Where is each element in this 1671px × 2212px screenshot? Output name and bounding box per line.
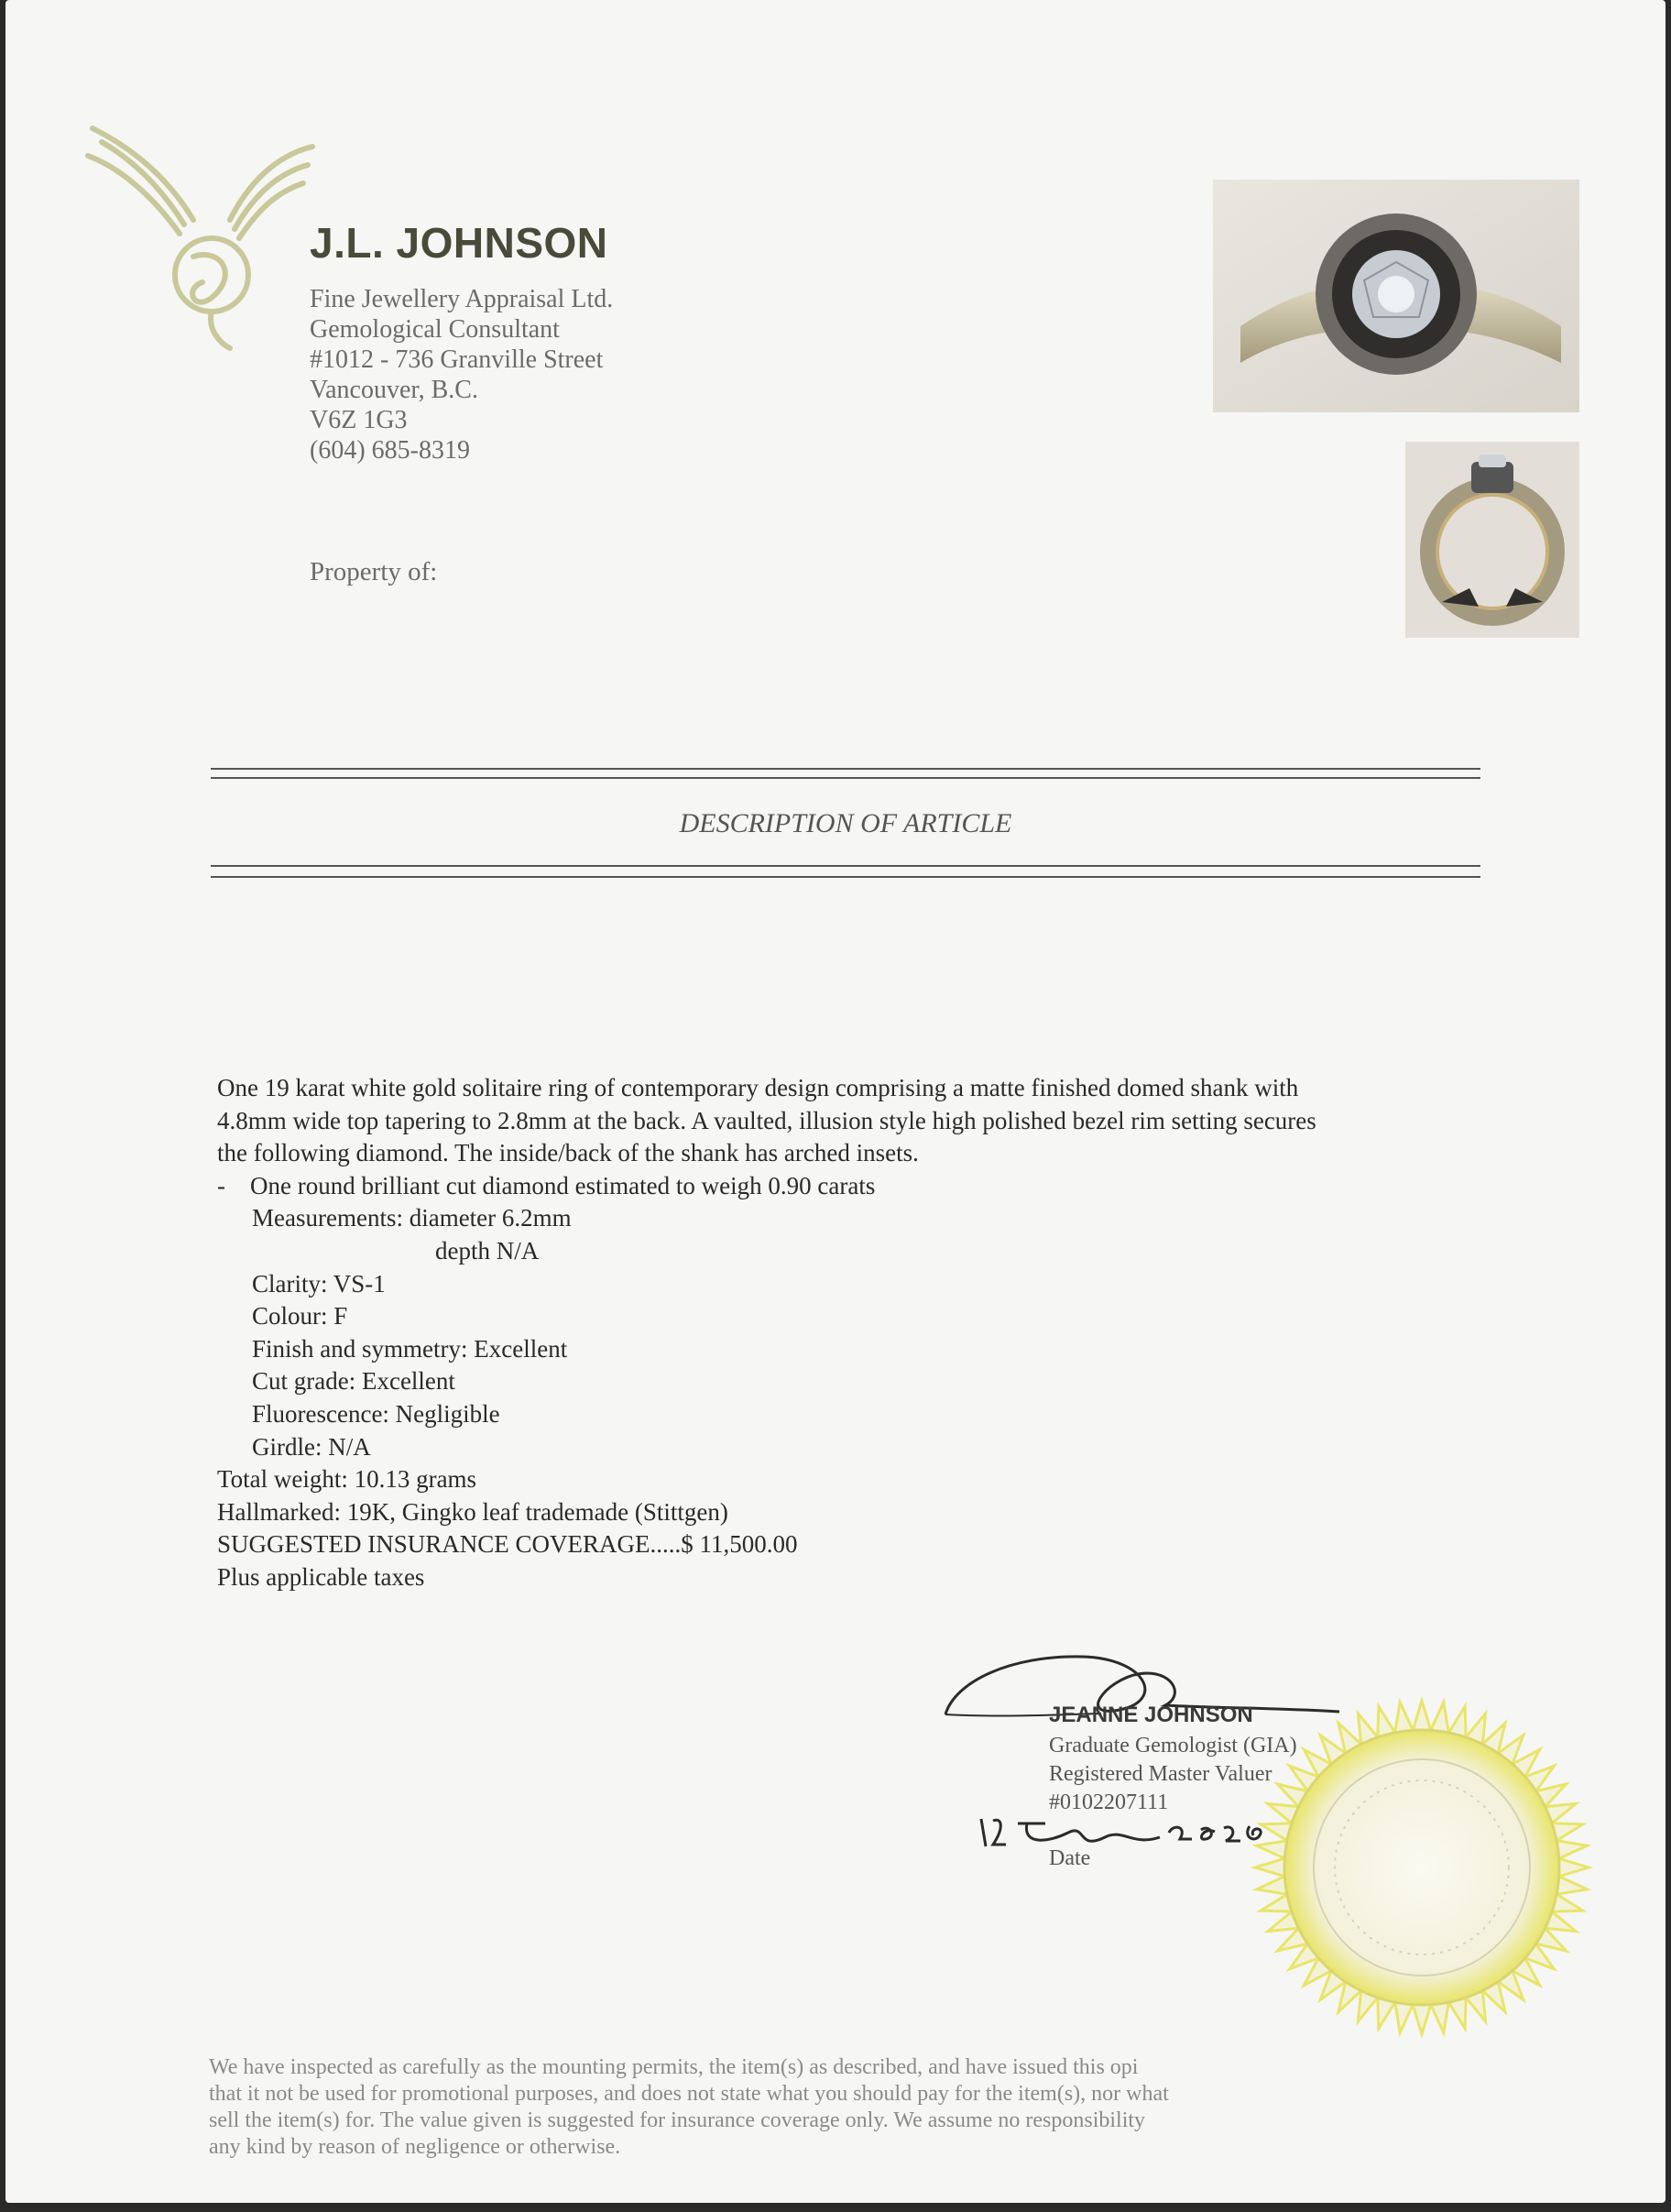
depth: depth N/A [435, 1236, 540, 1265]
address-line: (604) 685-8319 [310, 436, 470, 465]
clarity: Clarity: VS-1 [252, 1269, 386, 1298]
description-line: One 19 karat white gold solitaire ring of contemporary design comprising a matte finished domed shank with [217, 1074, 1299, 1101]
address-line: V6Z 1G3 [310, 406, 408, 434]
divider-rule [211, 876, 1480, 878]
ring-side-view-photo [1405, 442, 1579, 638]
colour: Colour: F [252, 1302, 348, 1330]
cut-grade: Cut grade: Excellent [252, 1367, 455, 1396]
divider-rule [211, 777, 1480, 779]
insurance-coverage: SUGGESTED INSURANCE COVERAGE.....$ 11,500.00 [217, 1530, 798, 1559]
description-line: 4.8mm wide top tapering to 2.8mm at the back. A vaulted, illusion style high polished bezel rim setting secures [217, 1106, 1316, 1134]
appraisal-document [5, 0, 1666, 2203]
credential-line: Registered Master Valuer [1049, 1762, 1272, 1786]
credential-line: Graduate Gemologist (GIA) [1049, 1734, 1297, 1758]
hallmarked: Hallmarked: 19K, Gingko leaf trademade (Stittgen) [217, 1497, 728, 1526]
date-label: Date [1049, 1846, 1091, 1870]
taxes-note: Plus applicable taxes [217, 1562, 425, 1591]
bullet-text: One round brilliant cut diamond estimated to weigh 0.90 carats [250, 1171, 876, 1199]
company-name: J.L. JOHNSON [310, 219, 608, 267]
disclaimer-line: that it not be used for promotional purposes, and does not state what you should pay for the item(s), nor what [209, 2082, 1169, 2106]
measurements: Measurements: diameter 6.2mm [252, 1204, 572, 1232]
disclaimer [209, 2054, 1327, 2161]
section-title: DESCRIPTION OF ARTICLE [679, 808, 1012, 838]
total-weight: Total weight: 10.13 grams [217, 1465, 477, 1494]
address-line: Gemological Consultant [310, 315, 560, 344]
address-line: #1012 - 736 Granville Street [310, 345, 604, 374]
signer-name: JEANNE JOHNSON [1049, 1703, 1253, 1727]
winged-logo-icon [83, 119, 322, 357]
disclaimer-line: sell the item(s) for. The value given is suggested for insurance coverage only. We assume no responsibility [209, 2108, 1146, 2132]
finish-symmetry: Finish and symmetry: Excellent [252, 1334, 568, 1363]
handwritten-date [977, 1810, 1279, 1856]
diamond-bullet [217, 1170, 1500, 1203]
divider-rule [211, 768, 1480, 770]
description-line: the following diamond. The inside/back of the shank has arched insets. [217, 1139, 919, 1167]
company-address [310, 284, 613, 465]
disclaimer-line: We have inspected as carefully as the mounting permits, the item(s) as described, and have issued this opi [209, 2055, 1139, 2079]
address-line: Fine Jewellery Appraisal Ltd. [310, 285, 614, 313]
bullet-dash: - [217, 1171, 225, 1199]
property-of-label: Property of: [310, 557, 438, 586]
embossed-seal-icon [1248, 1693, 1596, 2042]
fluorescence: Fluorescence: Negligible [252, 1399, 500, 1428]
girdle: Girdle: N/A [252, 1432, 371, 1461]
divider-rule [211, 865, 1480, 867]
credential-line: #0102207111 [1049, 1790, 1169, 1814]
ring-top-view-photo [1213, 180, 1579, 412]
address-line: Vancouver, B.C. [310, 376, 478, 404]
article-description [217, 1072, 1500, 1594]
disclaimer-line: any kind by reason of negligence or otherwise. [209, 2135, 621, 2159]
